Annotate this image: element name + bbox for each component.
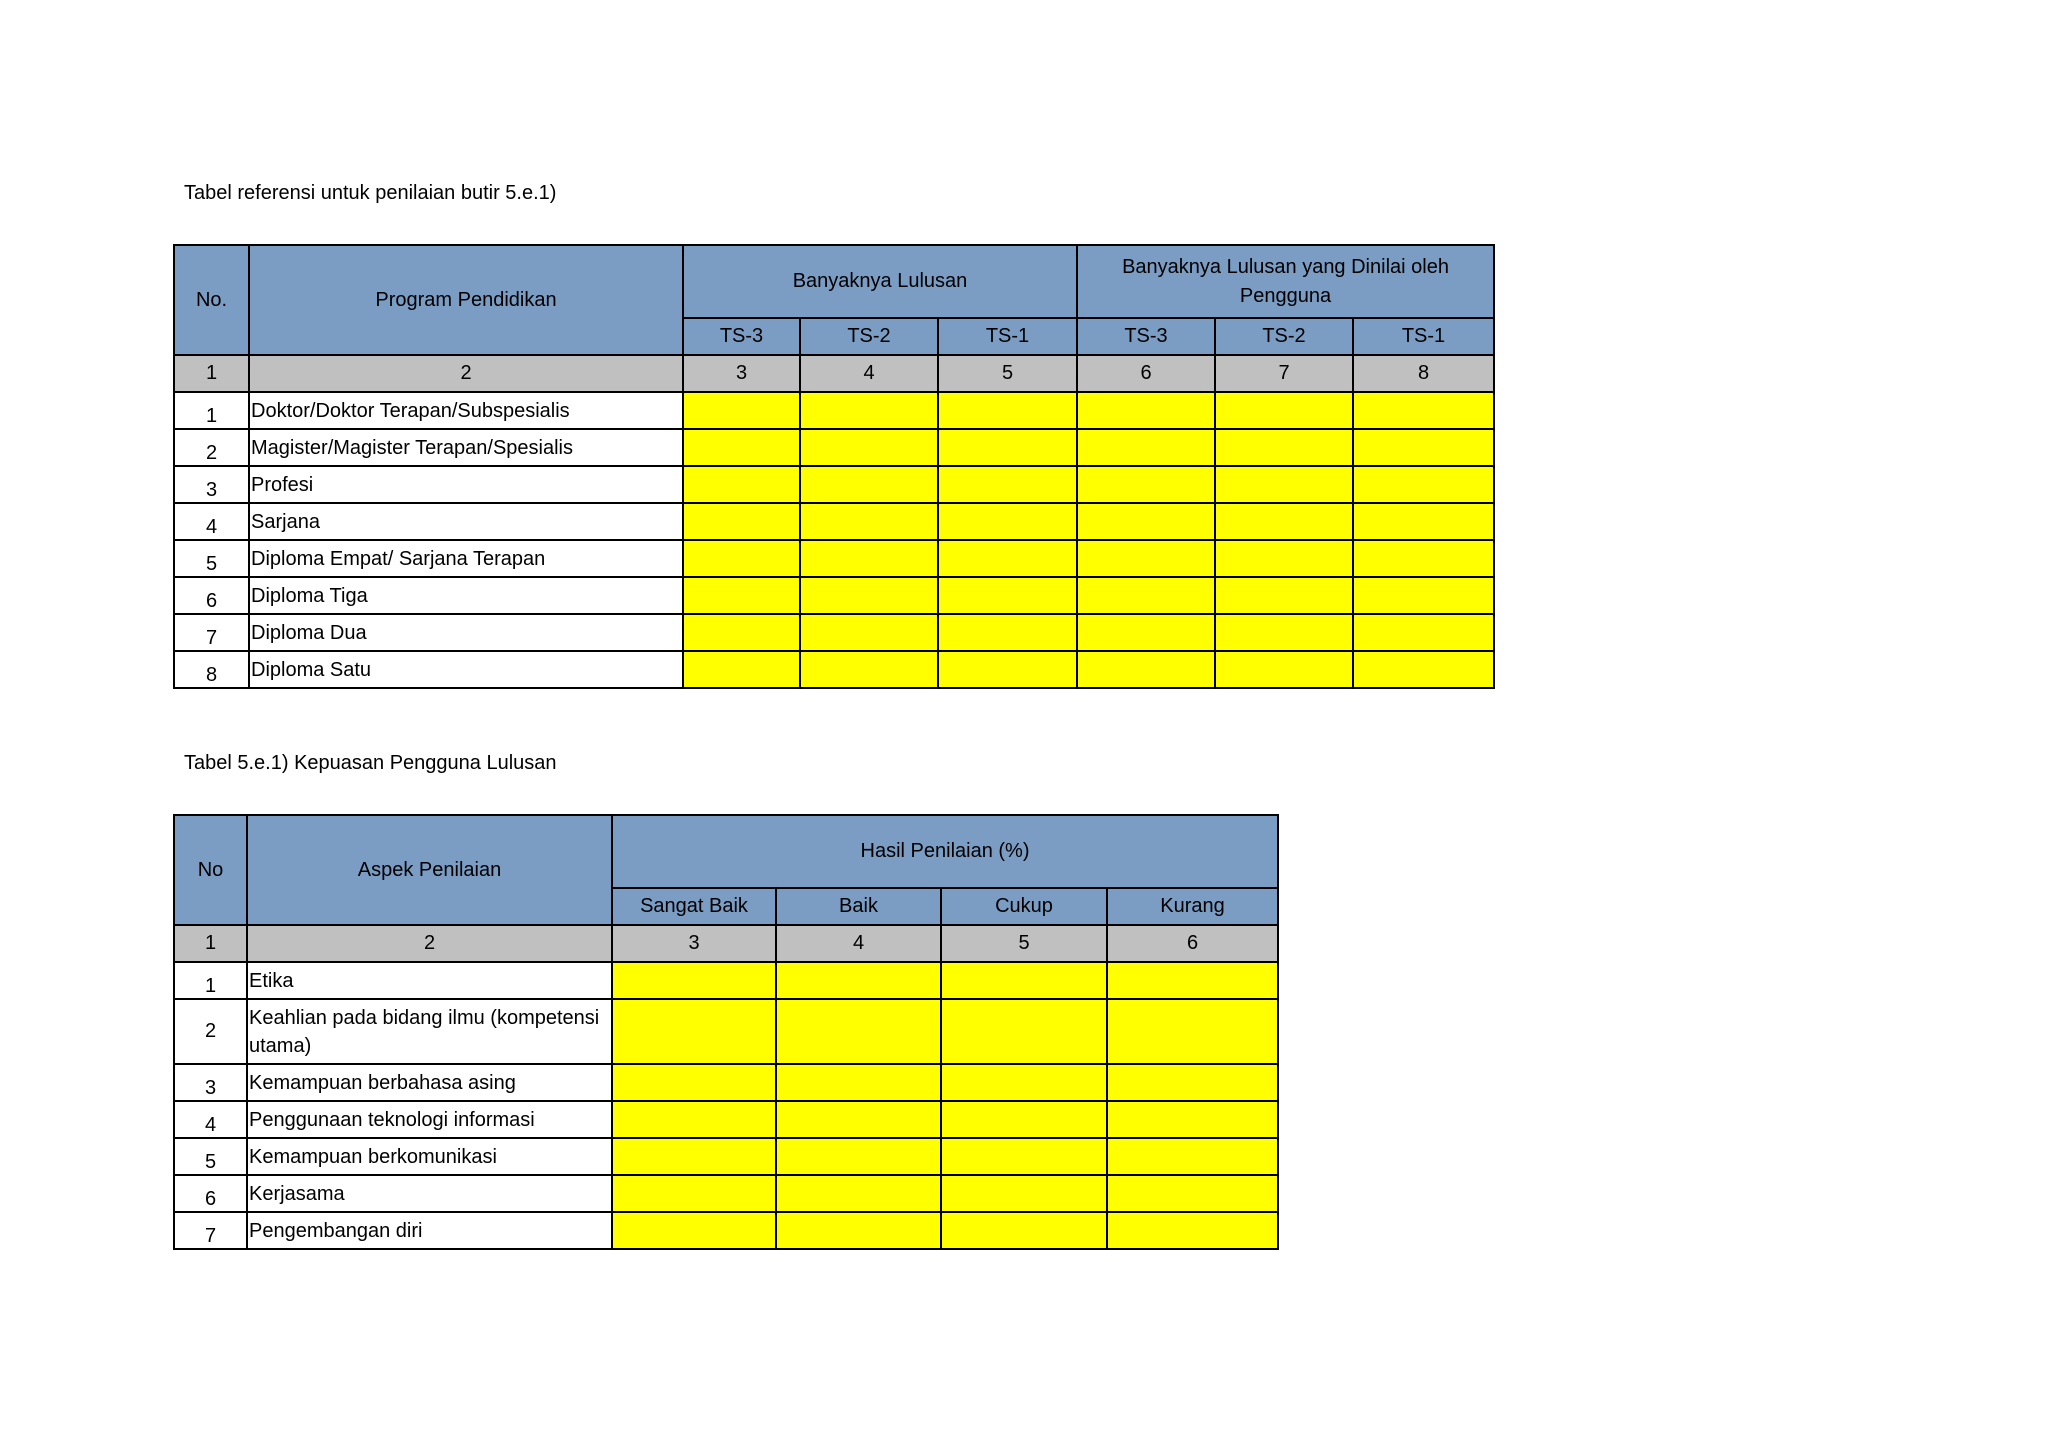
table-row <box>174 392 1494 429</box>
row-number: 7 <box>174 614 249 651</box>
header-no: No. <box>174 245 249 355</box>
row-label: Doktor/Doktor Terapan/Subspesialis <box>249 392 683 429</box>
table-row <box>174 1101 1278 1138</box>
input-cell[interactable] <box>941 1101 1107 1138</box>
input-cell[interactable] <box>612 999 776 1064</box>
input-cell[interactable] <box>800 392 938 429</box>
input-cell[interactable] <box>776 999 941 1064</box>
table-row <box>174 1212 1278 1249</box>
row-label: Keahlian pada bidang ilmu (kompetensi utama) <box>247 999 612 1064</box>
row-number: 3 <box>174 1064 247 1101</box>
table-row <box>174 577 1494 614</box>
input-cell[interactable] <box>941 962 1107 999</box>
row-label: Penggunaan teknologi informasi <box>247 1101 612 1138</box>
row-number: 1 <box>174 962 247 999</box>
input-cell[interactable] <box>776 1212 941 1249</box>
input-cell[interactable] <box>1215 540 1353 577</box>
input-cell[interactable] <box>776 1101 941 1138</box>
input-cell[interactable] <box>612 962 776 999</box>
row-label: Kemampuan berkomunikasi <box>247 1138 612 1175</box>
row-number: 4 <box>174 503 249 540</box>
header-ts: TS-2 <box>800 318 938 355</box>
row-label: Diploma Tiga <box>249 577 683 614</box>
input-cell[interactable] <box>1353 429 1494 466</box>
input-cell[interactable] <box>612 1064 776 1101</box>
row-number: 3 <box>174 466 249 503</box>
input-cell[interactable] <box>612 1212 776 1249</box>
row-number: 2 <box>174 429 249 466</box>
input-cell[interactable] <box>1077 466 1215 503</box>
input-cell[interactable] <box>683 540 800 577</box>
table-row <box>174 429 1494 466</box>
input-cell[interactable] <box>1107 1175 1278 1212</box>
header-ts: TS-2 <box>1215 318 1353 355</box>
input-cell[interactable] <box>800 466 938 503</box>
input-cell[interactable] <box>1077 392 1215 429</box>
input-cell[interactable] <box>1215 392 1353 429</box>
input-cell[interactable] <box>776 1175 941 1212</box>
row-label: Profesi <box>249 466 683 503</box>
row-number: 4 <box>174 1101 247 1138</box>
input-cell[interactable] <box>1215 466 1353 503</box>
input-cell[interactable] <box>1107 1138 1278 1175</box>
input-cell[interactable] <box>683 503 800 540</box>
input-cell[interactable] <box>1077 540 1215 577</box>
input-cell[interactable] <box>800 503 938 540</box>
input-cell[interactable] <box>800 577 938 614</box>
input-cell[interactable] <box>941 1064 1107 1101</box>
row-number: 6 <box>174 1175 247 1212</box>
row-number: 5 <box>174 540 249 577</box>
row-number: 1 <box>174 392 249 429</box>
input-cell[interactable] <box>1215 577 1353 614</box>
input-cell[interactable] <box>683 392 800 429</box>
input-cell[interactable] <box>941 999 1107 1064</box>
header-aspek: Aspek Penilaian <box>247 815 612 925</box>
input-cell[interactable] <box>1353 540 1494 577</box>
column-number: 1 <box>174 355 249 392</box>
input-cell[interactable] <box>941 1212 1107 1249</box>
input-cell[interactable] <box>938 392 1077 429</box>
input-cell[interactable] <box>1107 999 1278 1064</box>
column-number: 6 <box>1107 925 1278 962</box>
row-label: Etika <box>247 962 612 999</box>
input-cell[interactable] <box>938 651 1077 688</box>
row-label: Sarjana <box>249 503 683 540</box>
input-cell[interactable] <box>938 577 1077 614</box>
input-cell[interactable] <box>776 1064 941 1101</box>
input-cell[interactable] <box>1353 466 1494 503</box>
input-cell[interactable] <box>1353 392 1494 429</box>
row-number: 2 <box>174 999 247 1064</box>
table-row <box>174 999 1278 1064</box>
input-cell[interactable] <box>683 429 800 466</box>
table-row <box>174 540 1494 577</box>
input-cell[interactable] <box>612 1138 776 1175</box>
row-label: Diploma Empat/ Sarjana Terapan <box>249 540 683 577</box>
input-cell[interactable] <box>1353 614 1494 651</box>
header-baik: Baik <box>776 888 941 925</box>
table-row <box>174 1064 1278 1101</box>
column-number: 1 <box>174 925 247 962</box>
column-number: 7 <box>1215 355 1353 392</box>
user-satisfaction-table <box>173 814 1279 1250</box>
table-row <box>174 1138 1278 1175</box>
table-row <box>174 651 1494 688</box>
header-cukup: Cukup <box>941 888 1107 925</box>
header-no: No <box>174 815 247 925</box>
input-cell[interactable] <box>1107 962 1278 999</box>
input-cell[interactable] <box>683 614 800 651</box>
header-hasil-penilaian: Hasil Penilaian (%) <box>612 815 1278 888</box>
input-cell[interactable] <box>1077 577 1215 614</box>
row-label: Kerjasama <box>247 1175 612 1212</box>
input-cell[interactable] <box>938 503 1077 540</box>
input-cell[interactable] <box>1215 503 1353 540</box>
table-row <box>174 503 1494 540</box>
row-number: 8 <box>174 651 249 688</box>
input-cell[interactable] <box>612 1175 776 1212</box>
row-label: Pengembangan diri <box>247 1212 612 1249</box>
row-label: Diploma Satu <box>249 651 683 688</box>
input-cell[interactable] <box>938 429 1077 466</box>
header-banyaknya-lulusan: Banyaknya Lulusan <box>683 245 1077 318</box>
input-cell[interactable] <box>1215 429 1353 466</box>
column-number: 2 <box>249 355 683 392</box>
input-cell[interactable] <box>1215 651 1353 688</box>
header-sangat-baik: Sangat Baik <box>612 888 776 925</box>
column-number: 5 <box>941 925 1107 962</box>
row-label: Diploma Dua <box>249 614 683 651</box>
table2-caption: Tabel 5.e.1) Kepuasan Pengguna Lulusan <box>184 752 557 774</box>
column-number: 3 <box>612 925 776 962</box>
input-cell[interactable] <box>800 429 938 466</box>
input-cell[interactable] <box>800 614 938 651</box>
input-cell[interactable] <box>776 962 941 999</box>
input-cell[interactable] <box>1077 429 1215 466</box>
table-row <box>174 962 1278 999</box>
row-number: 5 <box>174 1138 247 1175</box>
input-cell[interactable] <box>1077 614 1215 651</box>
header-ts: TS-1 <box>938 318 1077 355</box>
input-cell[interactable] <box>683 466 800 503</box>
table-row <box>174 466 1494 503</box>
header-ts: TS-1 <box>1353 318 1494 355</box>
table-row <box>174 1175 1278 1212</box>
column-number: 8 <box>1353 355 1494 392</box>
input-cell[interactable] <box>938 614 1077 651</box>
input-cell[interactable] <box>941 1138 1107 1175</box>
row-number: 6 <box>174 577 249 614</box>
input-cell[interactable] <box>800 540 938 577</box>
table-row <box>174 614 1494 651</box>
input-cell[interactable] <box>938 540 1077 577</box>
column-number: 5 <box>938 355 1077 392</box>
input-cell[interactable] <box>1353 577 1494 614</box>
column-number: 2 <box>247 925 612 962</box>
header-lulusan-dinilai: Banyaknya Lulusan yang Dinilai oleh Pengguna <box>1077 245 1494 318</box>
input-cell[interactable] <box>612 1101 776 1138</box>
input-cell[interactable] <box>941 1175 1107 1212</box>
header-kurang: Kurang <box>1107 888 1278 925</box>
input-cell[interactable] <box>1107 1064 1278 1101</box>
input-cell[interactable] <box>1107 1101 1278 1138</box>
column-number: 4 <box>776 925 941 962</box>
input-cell[interactable] <box>776 1138 941 1175</box>
input-cell[interactable] <box>1077 503 1215 540</box>
row-label: Kemampuan berbahasa asing <box>247 1064 612 1101</box>
column-number: 6 <box>1077 355 1215 392</box>
column-number: 3 <box>683 355 800 392</box>
header-ts: TS-3 <box>1077 318 1215 355</box>
input-cell[interactable] <box>1107 1212 1278 1249</box>
input-cell[interactable] <box>1353 503 1494 540</box>
header-program: Program Pendidikan <box>249 245 683 355</box>
column-number: 4 <box>800 355 938 392</box>
input-cell[interactable] <box>1215 614 1353 651</box>
table1-caption: Tabel referensi untuk penilaian butir 5.e.1) <box>184 182 557 204</box>
input-cell[interactable] <box>800 651 938 688</box>
row-number: 7 <box>174 1212 247 1249</box>
input-cell[interactable] <box>683 577 800 614</box>
input-cell[interactable] <box>683 651 800 688</box>
row-label: Magister/Magister Terapan/Spesialis <box>249 429 683 466</box>
header-ts: TS-3 <box>683 318 800 355</box>
input-cell[interactable] <box>1353 651 1494 688</box>
input-cell[interactable] <box>938 466 1077 503</box>
input-cell[interactable] <box>1077 651 1215 688</box>
graduates-reference-table <box>173 244 1495 689</box>
